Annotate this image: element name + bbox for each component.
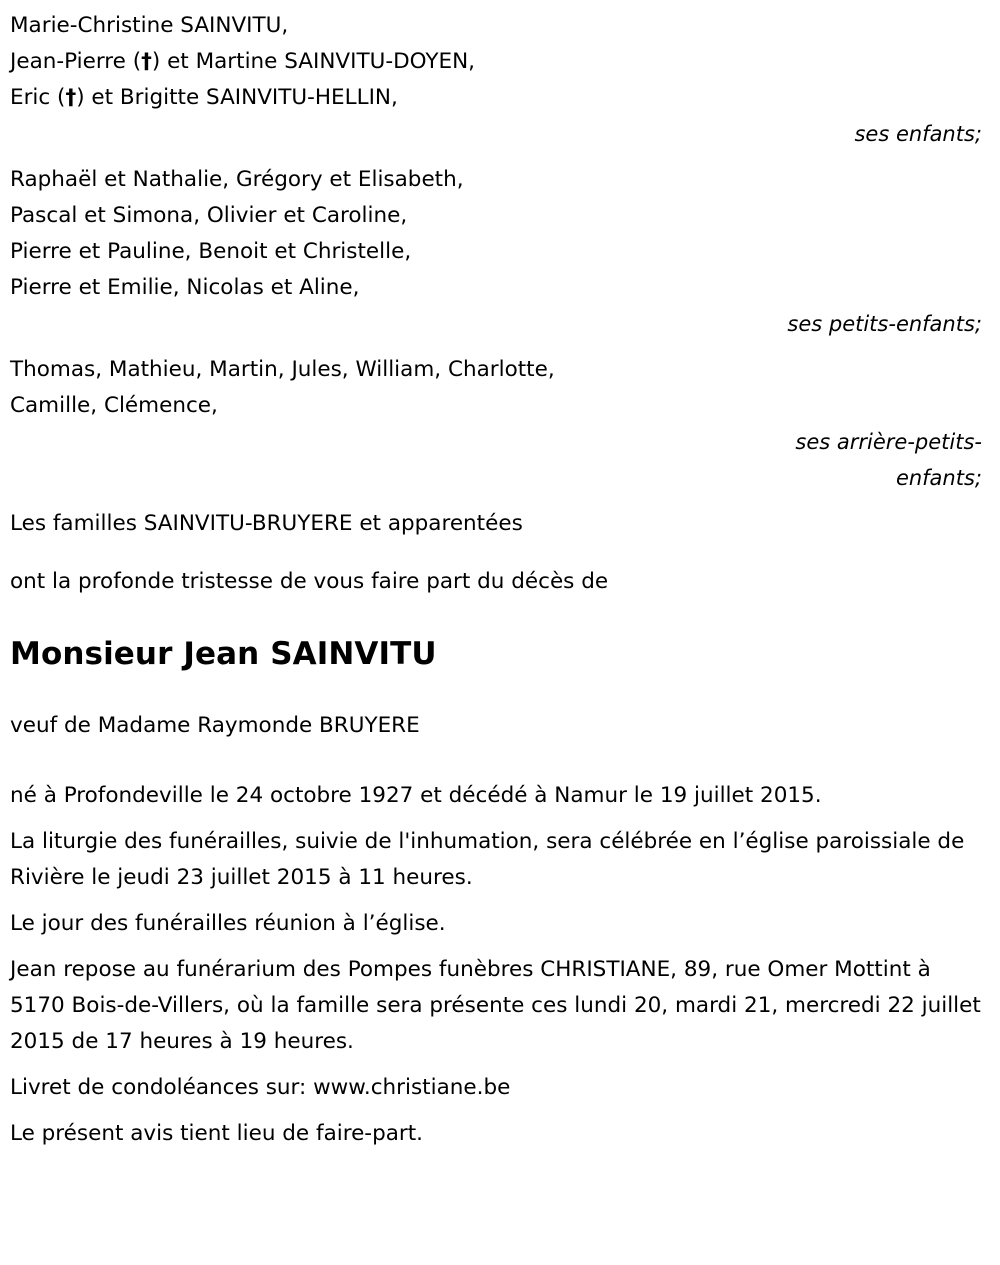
spacer [10, 674, 990, 708]
spacer [10, 342, 990, 352]
notice-note-paragraph: Le présent avis tient lieu de faire-part. [10, 1121, 423, 1146]
child-line [10, 8, 990, 44]
child-name-text: Jean-Pierre ( [10, 49, 142, 74]
deceased-name: Monsieur Jean SAINVITU [10, 636, 437, 672]
great-grandchildren-block [10, 352, 990, 496]
child-line [10, 44, 990, 80]
spacer [10, 814, 990, 824]
child-name-suffix: ) et Brigitte SAINVITU-HELLIN, [76, 85, 398, 110]
relation-label-grandchildren: ses petits-enfants; [787, 312, 982, 336]
spacer [10, 1106, 990, 1116]
relation-label-line1: ses arrière-petits- [795, 430, 982, 454]
families-line: Les familles SAINVITU-BRUYERE et apparentées [10, 511, 523, 536]
announcement-line: ont la profonde tristesse de vous faire part du décès de [10, 569, 609, 594]
grandchild-line: Pascal et Simona, Olivier et Caroline, [10, 203, 408, 228]
liturgy-paragraph: La liturgie des funérailles, suivie de l'inhumation, sera célébrée en l’église paroissiale de Rivière le jeudi 23 juillet 2015 à 11 heures. [10, 829, 965, 890]
dagger-icon: † [65, 85, 77, 110]
great-grandchild-line: Thomas, Mathieu, Martin, Jules, William, Charlotte, [10, 357, 555, 382]
child-line [10, 80, 990, 116]
grandchild-line: Raphaël et Nathalie, Grégory et Elisabeth, [10, 167, 464, 192]
condolences-paragraph: Livret de condoléances sur: www.christiane.be [10, 1075, 511, 1100]
spacer [10, 542, 990, 564]
spacer [10, 600, 990, 634]
spacer [10, 942, 990, 952]
child-name-text: Eric ( [10, 85, 66, 110]
grandchildren-block [10, 162, 990, 342]
relation-label-line2: enfants; [895, 466, 982, 490]
reunion-paragraph: Le jour des funérailles réunion à l’église. [10, 911, 446, 936]
spouse-status-line: veuf de Madame Raymonde BRUYERE [10, 713, 420, 738]
spacer [10, 896, 990, 906]
relation-label-great-grandchildren [10, 424, 990, 496]
dagger-icon: † [141, 49, 152, 74]
spacer [10, 152, 990, 162]
grandchild-line: Pierre et Pauline, Benoit et Christelle, [10, 239, 412, 264]
children-block [10, 8, 990, 152]
spacer [10, 1060, 990, 1070]
child-name-text: Marie-Christine SAINVITU, [10, 13, 289, 38]
spacer [10, 744, 990, 778]
great-grandchild-line: Camille, Clémence, [10, 393, 218, 418]
spacer [10, 496, 990, 506]
birth-death-paragraph: né à Profondeville le 24 octobre 1927 et décédé à Namur le 19 juillet 2015. [10, 783, 822, 808]
funerarium-paragraph: Jean repose au funérarium des Pompes funèbres CHRISTIANE, 89, rue Omer Mottint à 5170 Bois-de-Villers, où la famille sera présente ces lundi 20, mardi 21, mercredi 22 juillet 2015 de 17 heures à 19 heures. [10, 957, 981, 1054]
child-name-suffix: ) et Martine SAINVITU-DOYEN, [151, 49, 476, 74]
relation-label-children: ses enfants; [854, 122, 982, 146]
grandchild-line: Pierre et Emilie, Nicolas et Aline, [10, 275, 360, 300]
